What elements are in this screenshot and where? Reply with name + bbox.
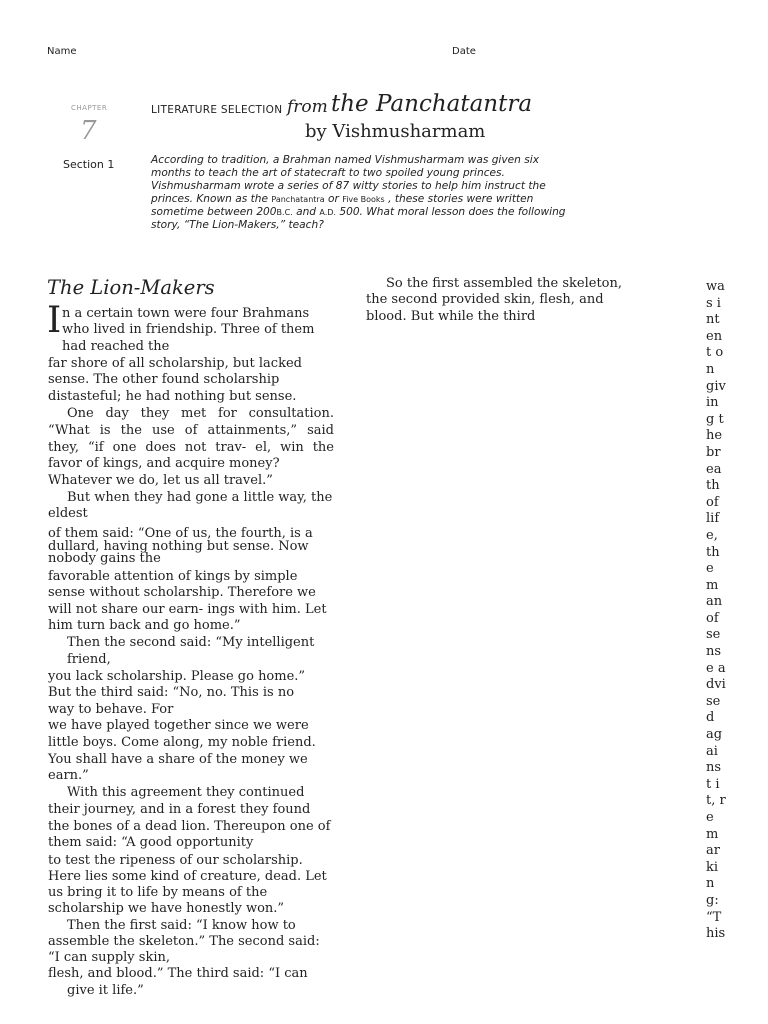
story-column-3: was intent on giving the breath of life, the man of sense advised against it, remarking: “This (706, 279, 726, 942)
intro-text: or (324, 193, 343, 205)
story-line: sense. The other found scholarship (48, 372, 280, 387)
story-line: But when they had gone a little way, the (67, 490, 333, 505)
intro-paragraph (151, 154, 571, 232)
page-title: the Panchatantra (331, 91, 533, 117)
story-line: way to behave. For (48, 702, 174, 717)
intro-line (151, 206, 571, 219)
story-line: favorable attention of kings by simple (48, 569, 298, 584)
story-line: But the third said: “No, no. This is no (48, 685, 295, 700)
story-line: distasteful; he had nothing but sense. (48, 389, 297, 404)
story-line: had reached the (62, 339, 170, 354)
intro-text: and (292, 206, 320, 218)
intro-line: story, “The Lion-Makers,” teach? (151, 219, 324, 231)
story-line: earn.” (48, 768, 89, 783)
story-line: the second provided skin, flesh, and (366, 292, 604, 307)
date-label: Date (452, 46, 476, 57)
story-line: they, “if one does not trav- el, win the (48, 440, 334, 455)
story-line: scholarship we have honestly won.” (48, 901, 285, 916)
story-line: Here lies some kind of creature, dead. Let (48, 869, 327, 884)
story-line: dullard, having nothing but sense. Now (48, 539, 309, 554)
story-line: favor of kings, and acquire money? (48, 456, 280, 471)
story-line: little boys. Come along, my noble friend. (48, 735, 316, 750)
name-label: Name (47, 46, 77, 57)
intro-line: months to teach the art of statecraft to two spoiled young princes. (151, 167, 505, 179)
story-line: we have played together since we were (48, 718, 309, 733)
story-line: to test the ripeness of our scholarship. (48, 853, 303, 868)
literature-selection-label: LITERATURE SELECTION (151, 104, 283, 116)
story-line: blood. But while the third (366, 309, 536, 324)
intro-small-text: A.D. (319, 208, 336, 217)
story-line: their journey, and in a forest they found (48, 802, 311, 817)
story-line: you lack scholarship. Please go home.” (48, 669, 306, 684)
story-line: You shall have a share of the money we (48, 752, 308, 767)
story-line: “I can supply skin, (48, 950, 170, 965)
story-line: friend, (67, 652, 111, 667)
story-line: Whatever we do, let us all travel.” (48, 473, 273, 488)
intro-text: sometime between 200 (151, 206, 277, 218)
story-line: who lived in friendship. Three of them (62, 322, 315, 337)
story-line: sense without scholarship. Therefore we (48, 585, 316, 600)
story-line: So the first assembled the skeleton, (386, 276, 623, 291)
intro-small-text: Five Books (342, 195, 385, 204)
story-line: eldest (48, 506, 88, 521)
story-line: far shore of all scholarship, but lacked (48, 356, 302, 371)
chapter-number: 7 (80, 116, 97, 146)
story-line: Then the first said: “I know how to (67, 918, 296, 933)
story-line: assemble the skeleton.” The second said: (48, 934, 320, 949)
title-from: from (287, 97, 328, 117)
intro-line (151, 193, 571, 206)
story-line: them said: “A good opportunity (48, 835, 254, 850)
story-line: us bring it to life by means of the (48, 885, 268, 900)
story-line: him turn back and go home.” (48, 618, 241, 633)
story-line: will not share our earn- ings with him. Let (48, 602, 327, 617)
intro-text: princes. Known as the (151, 193, 272, 205)
story-line: give it life.” (67, 983, 144, 998)
intro-line: Vishmusharmam wrote a series of 87 witty stories to help him instruct the (151, 180, 546, 192)
story-line: of them said: “One of us, the fourth, is a (48, 526, 313, 541)
intro-text: 500. What moral lesson does the following (335, 206, 566, 218)
story-title: The Lion-Makers (47, 276, 215, 299)
story-line: the bones of a dead lion. Thereupon one of (48, 819, 331, 834)
intro-small-text: Panchatantra (271, 195, 325, 204)
story-line: nobody gains the (48, 551, 161, 566)
section-label: Section 1 (63, 158, 115, 171)
intro-small-text: B.C. (276, 208, 293, 217)
story-line: With this agreement they continued (67, 785, 305, 800)
story-line: Then the second said: “My intelligent (67, 635, 315, 650)
drop-cap: I (47, 300, 62, 341)
story-line: One day they met for consultation. (67, 406, 334, 421)
author-line: by Vishmusharmam (305, 121, 486, 142)
story-line: n a certain town were four Brahmans (62, 306, 310, 321)
story-line: “What is the use of attainments,” said (48, 423, 334, 438)
chapter-label: CHAPTER (71, 104, 108, 112)
intro-text: , these stories were written (384, 193, 534, 205)
story-line: flesh, and blood.” The third said: “I can (48, 966, 308, 981)
intro-line: According to tradition, a Brahman named Vishmusharmam was given six (151, 154, 539, 166)
